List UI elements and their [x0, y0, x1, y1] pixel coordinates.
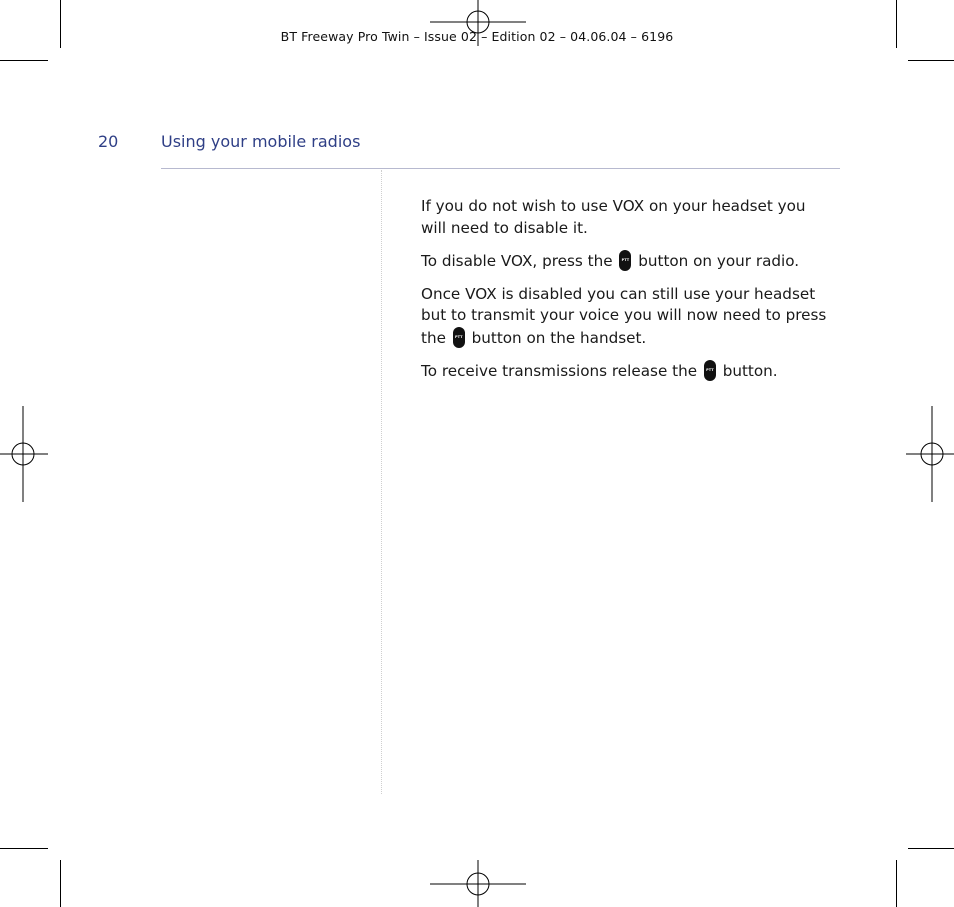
registration-mark-left: [0, 406, 48, 502]
page-number: 20: [98, 132, 119, 151]
crop-mark-bottom-left-vertical: [60, 860, 61, 907]
ptt-button-icon: [619, 250, 631, 271]
print-slug: BT Freeway Pro Twin – Issue 02 – Edition 02 – 04.06.04 – 6196: [280, 29, 674, 44]
ptt-button-icon: [704, 360, 716, 381]
paragraph-disable-vox-intro: If you do not wish to use VOX on your headset you will need to disable it.: [421, 197, 806, 237]
crop-mark-bottom-left-horizontal: [0, 848, 48, 849]
paragraph-transmit-with-ptt: Once VOX is disabled you can still use your headset but to transmit your voice you will now need to press the PTT button on the handset.: [421, 284, 833, 350]
column-divider: [381, 170, 382, 794]
section-title: Using your mobile radios: [161, 132, 361, 151]
ptt-button-icon: [453, 327, 465, 348]
crop-mark-bottom-right-vertical: [896, 860, 897, 907]
crop-mark-top-left-horizontal: [0, 60, 48, 61]
registration-mark-bottom: [430, 860, 526, 907]
paragraph-receive-transmissions: To receive transmissions release the PTT button.: [421, 360, 833, 383]
header-rule: [161, 168, 840, 169]
body-text: [421, 196, 833, 394]
crop-mark-bottom-right-horizontal: [908, 848, 954, 849]
paragraph-disable-vox-step: To disable VOX, press the PTT button on your radio.: [421, 250, 833, 273]
crop-mark-top-right-horizontal: [908, 60, 954, 61]
registration-mark-right: [906, 406, 954, 502]
